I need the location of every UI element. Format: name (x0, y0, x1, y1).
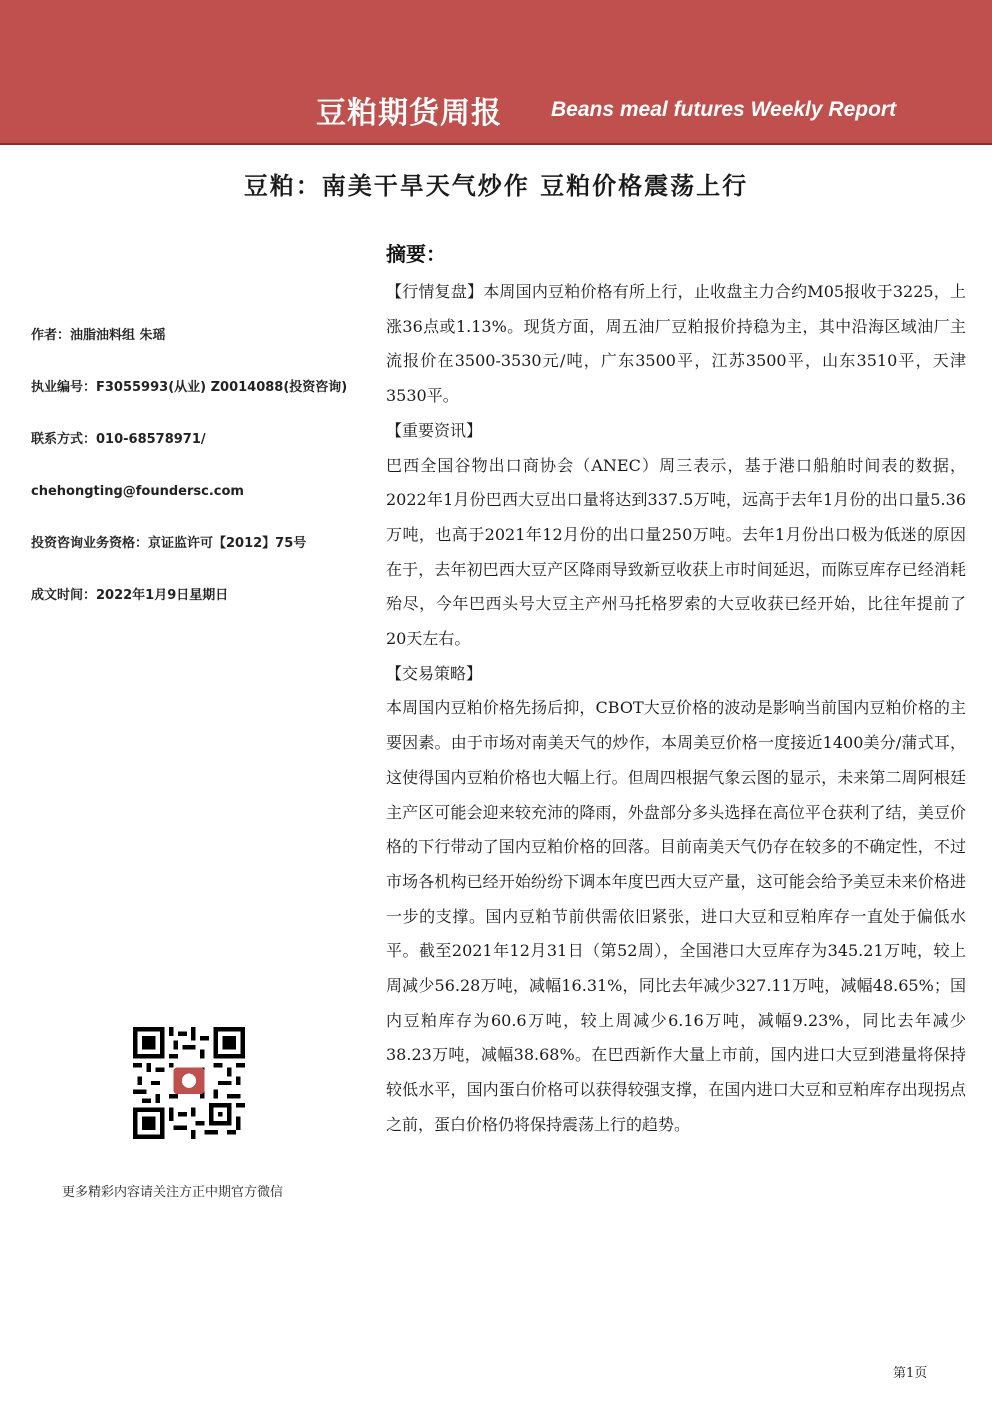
report-title-en: Beans meal futures Weekly Report (551, 98, 897, 121)
contact-phone: 联系方式：010-68578971/ (31, 432, 206, 447)
abstract-section (386, 238, 966, 1143)
strategy-label: 【交易策略】 (386, 663, 483, 683)
market-review-paragraph: 【行情复盘】本周国内豆粕价格有所上行，止收盘主力合约M05报收于3225，上涨36点或1.13%。现货方面，周五油厂豆粕报价持稳为主，其中沿海区域油厂主流报价在3500-3530元/吨，广东3500平，江苏3500平，山东3510平，天津3530平。 (386, 282, 966, 406)
qualification-line: 投资咨询业务资格：京证监许可【2012】75号 (31, 536, 307, 551)
news-paragraph: 巴西全国谷物出口商协会（ANEC）周三表示，基于港口船舶时间表的数据，2022年1月份巴西大豆出口量将达到337.5万吨，远高于去年1月份的出口量5.36万吨，也高于2021年12月份的出口量250万吨。去年1月份出口极为低迷的原因在于，去年初巴西大豆产区降雨导致新豆收获上市时间延迟，而陈豆库存已经消耗殆尽，今年巴西头号大豆主产州马托格罗索的大豆收获已经开始，比往年提前了20天左右。 (386, 455, 966, 649)
news-label: 【重要资讯】 (386, 420, 483, 440)
license-number: 执业编号：F3055993(从业) Z0014088(投资咨询) (31, 380, 348, 395)
header-banner (0, 0, 992, 145)
page-number: 第1页 (893, 1366, 928, 1381)
page-title: 豆粕：南美干旱天气炒作 豆粕价格震荡上行 (243, 171, 749, 200)
abstract-heading: 摘要： (386, 242, 446, 266)
strategy-paragraph: 本周国内豆粕价格先扬后抑，CBOT大豆价格的波动是影响当前国内豆粕价格的主要因素。由于市场对南美天气的炒作，本周美豆价格一度接近1400美分/蒲式耳，这使得国内豆粕价格也大幅上行。但周四根据气象云图的显示，未来第二周阿根廷主产区可能会迎来较充沛的降雨，外盘部分多头选择在高位平仓获利了结，美豆价格的下行带动了国内豆粕价格的回落。目前南美天气仍存在较多的不确定性，不过市场各机构已经开始纷纷下调本年度巴西大豆产量，这可能会给予美豆未来价格进一步的支撑。国内豆粕节前供需依旧紧张，进口大豆和豆粕库存一直处于偏低水平。截至2021年12月31日（第52周），全国港口大豆库存为345.21万吨，较上周减少56.28万吨，减幅16.31%，同比去年减少327.11万吨，减幅48.65%；国内豆粕库存为60.6万吨，较上周减少6.16万吨，减幅9.23%，同比去年减少38.23万吨，减幅38.68%。在巴西新作大量上市前，国内进口大豆到港量将保持较低水平，国内蛋白价格可以获得较强支撑，在国内进口大豆和豆粕库存出现拐点之前，蛋白价格仍将保持震荡上行的趋势。 (386, 698, 966, 1134)
author-line: 作者：油脂油料组 朱瑶 (31, 328, 166, 343)
date-line: 成文时间：2022年1月9日星期日 (31, 588, 229, 603)
qr-code (133, 1027, 245, 1139)
contact-email[interactable]: chehongting@foundersc.com (31, 484, 244, 499)
report-title-cn: 豆粕期货周报 (316, 96, 502, 131)
qr-caption: 更多精彩内容请关注方正中期官方微信 (62, 1185, 284, 1200)
author-info (31, 326, 371, 638)
